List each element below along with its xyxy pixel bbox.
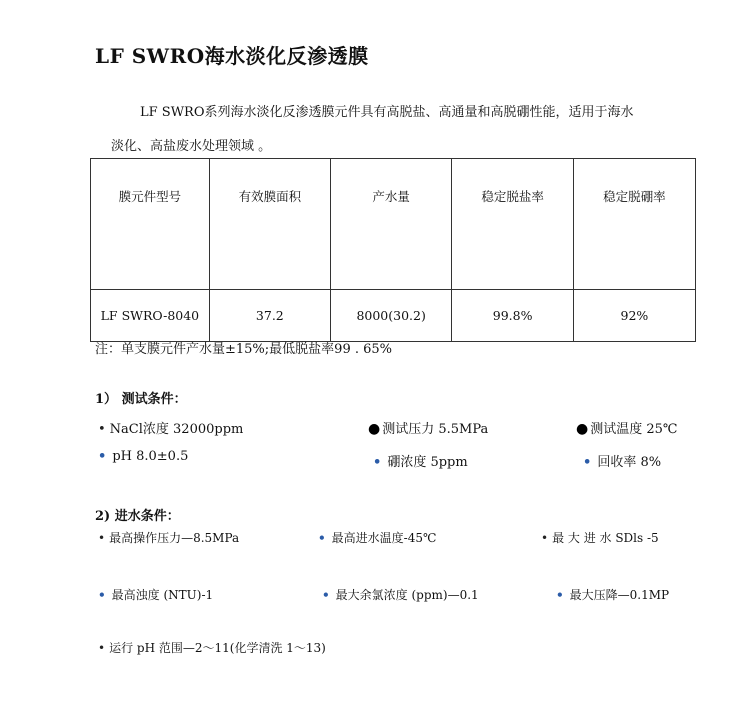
- feed-item-label: 最高操作压力—8.5MPa: [109, 531, 240, 545]
- table-cell: 92%: [573, 290, 695, 342]
- table-header-row: [91, 159, 696, 290]
- feed-item-label: 最高浊度 (NTU)-1: [111, 588, 214, 602]
- bullet-dot-icon: •: [373, 455, 382, 470]
- table-header-cell: 膜元件型号: [91, 159, 210, 290]
- feed-item-label: 最大余氯浓度 (ppm)—0.1: [335, 588, 479, 602]
- feed-item-label: 最 大 进 水 SDls -5: [552, 531, 659, 545]
- intro-line-1: LF SWRO系列海水淡化反渗透膜元件具有高脱盐、高通量和高脱硼性能，适用于海水: [140, 105, 634, 120]
- test-item-label: 测试压力 5.5MPa: [382, 422, 489, 437]
- table-header-cell: 稳定脱硼率: [573, 159, 695, 290]
- feed-item-turbidity: [98, 586, 213, 603]
- table-header-cell: 稳定脱盐率: [452, 159, 574, 290]
- bullet-dot-icon: •: [98, 531, 106, 545]
- table-header-cell: 产水量: [330, 159, 451, 290]
- spec-table: [90, 158, 696, 342]
- filled-circle-icon: ●: [576, 421, 589, 437]
- filled-circle-icon: ●: [368, 421, 381, 437]
- test-item-label: pH 8.0±0.5: [112, 449, 189, 464]
- test-item-label: NaCl浓度 32000ppm: [109, 422, 244, 437]
- feed-item-sdi: [541, 529, 659, 546]
- feed-item-label: 最高进水温度-45℃: [331, 531, 437, 545]
- intro-line-2: 淡化、高盐废水处理领域 。: [111, 139, 272, 154]
- bullet-dot-icon: •: [98, 449, 107, 464]
- page-title: LF SWRO海水淡化反渗透膜: [95, 44, 369, 68]
- bullet-dot-icon: •: [318, 531, 326, 545]
- feed-item-label: 运行 pH 范围—2～11(化学清洗 1～13): [109, 641, 326, 655]
- test-item-label: 硼浓度 5ppm: [387, 455, 468, 470]
- table-cell: LF SWRO-8040: [91, 290, 210, 342]
- feed-item-chlorine: [322, 586, 479, 603]
- test-item-temperature: [576, 418, 677, 437]
- feed-item-pressure: [98, 529, 239, 546]
- bullet-dot-icon: •: [541, 531, 549, 545]
- bullet-dot-icon: •: [98, 422, 106, 437]
- feed-item-pressure-drop: [556, 586, 669, 603]
- bullet-dot-icon: •: [322, 588, 330, 602]
- test-item-pressure: [368, 418, 488, 437]
- table-row: [91, 290, 696, 342]
- note-text: 注：单支膜元件产水量±15%;最低脱盐率99 . 65%: [95, 342, 393, 357]
- table-cell: 8000(30.2): [330, 290, 451, 342]
- test-item-label: 回收率 8%: [597, 455, 662, 470]
- table-cell: 37.2: [209, 290, 330, 342]
- bullet-dot-icon: •: [98, 641, 106, 655]
- test-item-nacl: [98, 418, 243, 437]
- bullet-dot-icon: •: [98, 588, 106, 602]
- table-cell: 99.8%: [452, 290, 574, 342]
- test-item-recovery: [583, 451, 661, 470]
- feed-item-ph-range: [98, 639, 326, 656]
- test-item-boron: [373, 451, 468, 470]
- feed-item-temperature: [318, 529, 436, 546]
- test-conditions-title: 1） 测试条件：: [95, 392, 187, 407]
- test-item-ph: [98, 449, 188, 464]
- test-item-label: 测试温度 25℃: [590, 422, 678, 437]
- feed-conditions-title: 2) 进水条件：: [95, 509, 180, 524]
- feed-item-label: 最大压降—0.1MP: [569, 588, 670, 602]
- table-header-cell: 有效膜面积: [209, 159, 330, 290]
- bullet-dot-icon: •: [583, 455, 592, 470]
- bullet-dot-icon: •: [556, 588, 564, 602]
